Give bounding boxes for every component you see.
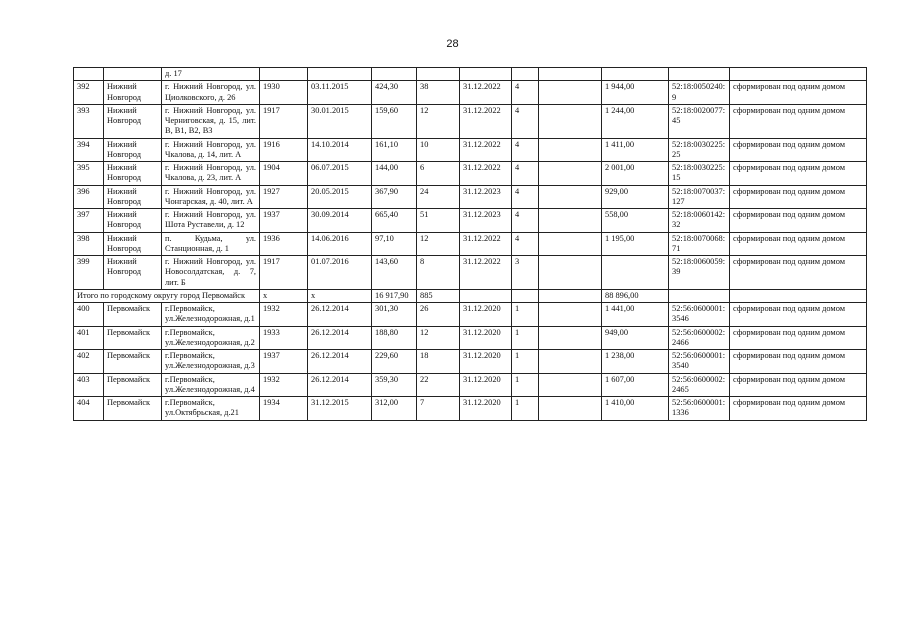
area-cell: 159,60 [372,104,417,138]
row-number: 397 [74,209,104,233]
recognition-date-cell: 26.12.2014 [308,350,372,374]
table-cell [539,68,602,81]
construction-year-cell: 1917 [260,256,308,290]
address-cell: г.Первомайск, ул.Железнодорожная, д.3 [162,350,260,374]
area-cell: 312,00 [372,397,417,421]
land-status-cell: сформирован под одним домом [730,373,867,397]
cadastral-number-cell: 52:56:0600001:1336 [669,397,730,421]
construction-year-cell: 1930 [260,81,308,105]
table-cell [74,68,104,81]
municipality-cell: Нижний Новгород [104,104,162,138]
table-row [74,397,867,421]
land-status-cell: сформирован под одним домом [730,81,867,105]
address-cell: г. Нижний Новгород, ул. Чкалова, д. 23, лит. А [162,162,260,186]
table-cell [104,68,162,81]
page-number: 28 [446,38,459,50]
resettlement-term-cell: 31.12.2022 [460,256,512,290]
row-number: 398 [74,232,104,256]
subtotal-residents: 885 [417,289,460,302]
cadastral-number-cell: 52:18:0050240:9 [669,81,730,105]
construction-year-cell: 1917 [260,104,308,138]
cadastral-number-cell: 52:18:0030225:25 [669,138,730,162]
construction-year-cell: 1934 [260,397,308,421]
empty-cell [539,138,602,162]
municipality-cell: Нижний Новгород [104,232,162,256]
recognition-date-cell: 26.12.2014 [308,326,372,350]
residents-cell: 24 [417,185,460,209]
recognition-date-cell: 20.05.2015 [308,185,372,209]
recognition-date-cell: 30.09.2014 [308,209,372,233]
subtotal-year: х [260,289,308,302]
resettlement-term-cell: 31.12.2023 [460,209,512,233]
stage-cell: 4 [512,81,539,105]
area-cell: 144,00 [372,162,417,186]
land-status-cell: сформирован под одним домом [730,256,867,290]
municipality-cell: Нижний Новгород [104,138,162,162]
municipality-cell: Нижний Новгород [104,209,162,233]
residents-cell: 18 [417,350,460,374]
cadastral-number-cell: 52:18:0070037:127 [669,185,730,209]
cost-cell: 949,00 [602,326,669,350]
recognition-date-cell: 14.06.2016 [308,232,372,256]
address-cell: г.Первомайск, ул.Октябрьская, д.21 [162,397,260,421]
resettlement-term-cell: 31.12.2020 [460,326,512,350]
table-cell [417,68,460,81]
table-cell [260,68,308,81]
land-status-cell: сформирован под одним домом [730,162,867,186]
area-cell: 424,30 [372,81,417,105]
table-cell [730,68,867,81]
residents-cell: 22 [417,373,460,397]
resettlement-term-cell: 31.12.2022 [460,138,512,162]
address-cell: г. Нижний Новгород, ул. Шота Руставели, д. 12 [162,209,260,233]
stage-cell: 4 [512,232,539,256]
resettlement-term-cell: 31.12.2022 [460,162,512,186]
cadastral-number-cell: 52:18:0070068:71 [669,232,730,256]
resettlement-term-cell: 31.12.2020 [460,397,512,421]
municipality-cell: Нижний Новгород [104,256,162,290]
empty-cell [539,289,602,302]
stage-cell: 1 [512,326,539,350]
table-row [74,185,867,209]
area-cell: 143,60 [372,256,417,290]
residents-cell: 10 [417,138,460,162]
cadastral-number-cell: 52:18:0060142:32 [669,209,730,233]
stage-cell: 4 [512,138,539,162]
stage-cell: 3 [512,256,539,290]
table-row [74,373,867,397]
construction-year-cell: 1932 [260,373,308,397]
cost-cell: 2 001,00 [602,162,669,186]
cadastral-number-cell: 52:56:0600002:2465 [669,373,730,397]
row-number: 401 [74,326,104,350]
municipality-cell: Нижний Новгород [104,81,162,105]
cost-cell: 1 244,00 [602,104,669,138]
stage-cell: 4 [512,162,539,186]
table-row [74,68,867,81]
municipality-cell: Нижний Новгород [104,162,162,186]
municipality-cell: Первомайск [104,303,162,327]
table-row [74,209,867,233]
empty-cell [539,232,602,256]
table-cell [669,68,730,81]
address-cell: п. Кудьма, ул. Станционная, д. 1 [162,232,260,256]
address-cell: г. Нижний Новгород, ул. Чкалова, д. 14, лит. А [162,138,260,162]
resettlement-term-cell: 31.12.2022 [460,81,512,105]
residents-cell: 12 [417,232,460,256]
recognition-date-cell: 03.11.2015 [308,81,372,105]
area-cell: 188,80 [372,326,417,350]
municipality-cell: Первомайск [104,350,162,374]
cost-cell: 1 410,00 [602,397,669,421]
land-status-cell: сформирован под одним домом [730,232,867,256]
recognition-date-cell: 30.01.2015 [308,104,372,138]
subtotal-cost: 88 896,00 [602,289,669,302]
stage-cell: 1 [512,397,539,421]
resettlement-term-cell: 31.12.2020 [460,303,512,327]
table-row [74,256,867,290]
recognition-date-cell: 26.12.2014 [308,303,372,327]
table-row [74,232,867,256]
cost-cell [602,256,669,290]
address-cell: г.Первомайск, ул.Железнодорожная, д.1 [162,303,260,327]
stage-cell: 4 [512,185,539,209]
area-cell: 359,30 [372,373,417,397]
resettlement-term-cell: 31.12.2023 [460,185,512,209]
stage-cell: 4 [512,104,539,138]
cost-cell: 1 195,00 [602,232,669,256]
stage-cell: 1 [512,303,539,327]
cadastral-number-cell: 52:18:0030225:15 [669,162,730,186]
empty-cell [512,289,539,302]
cost-cell: 1 944,00 [602,81,669,105]
address-cell: г. Нижний Новгород, ул. Новосолдатская, д. 7, лит. Б [162,256,260,290]
address-cell: г.Первомайск, ул.Железнодорожная, д.2 [162,326,260,350]
table-row [74,104,867,138]
area-cell: 97,10 [372,232,417,256]
residents-cell: 6 [417,162,460,186]
table-row [74,350,867,374]
empty-cell [539,162,602,186]
area-cell: 161,10 [372,138,417,162]
subtotal-label: Итого по городскому округу город Первомайск [74,289,260,302]
resettlement-term-cell: 31.12.2020 [460,373,512,397]
land-status-cell: сформирован под одним домом [730,104,867,138]
empty-cell [539,185,602,209]
empty-cell [460,289,512,302]
land-status-cell: сформирован под одним домом [730,326,867,350]
area-cell: 367,90 [372,185,417,209]
row-number: 393 [74,104,104,138]
municipality-cell: Первомайск [104,326,162,350]
table-row [74,162,867,186]
address-cell: г. Нижний Новгород, ул. Черниговская, д. 15, лит. В, В1, В2, В3 [162,104,260,138]
empty-cell [539,209,602,233]
cost-cell: 929,00 [602,185,669,209]
construction-year-cell: 1916 [260,138,308,162]
resettlement-term-cell: 31.12.2020 [460,350,512,374]
recognition-date-cell: 14.10.2014 [308,138,372,162]
resettlement-term-cell: 31.12.2022 [460,104,512,138]
subtotal-row [74,289,867,302]
construction-year-cell: 1933 [260,326,308,350]
row-number: 392 [74,81,104,105]
recognition-date-cell: 01.07.2016 [308,256,372,290]
address-cell: г. Нижний Новгород, ул. Циолковского, д. 26 [162,81,260,105]
row-number: 396 [74,185,104,209]
construction-year-cell: 1932 [260,303,308,327]
table-cell [512,68,539,81]
empty-cell [539,256,602,290]
housing-registry-table [73,67,867,421]
land-status-cell: сформирован под одним домом [730,185,867,209]
empty-cell [539,104,602,138]
subtotal-area: 16 917,90 [372,289,417,302]
table-row [74,326,867,350]
table-row [74,138,867,162]
construction-year-cell: 1904 [260,162,308,186]
recognition-date-cell: 06.07.2015 [308,162,372,186]
construction-year-cell: 1936 [260,232,308,256]
stage-cell: 1 [512,373,539,397]
empty-cell [539,350,602,374]
land-status-cell: сформирован под одним домом [730,303,867,327]
subtotal-date: х [308,289,372,302]
cadastral-number-cell: 52:56:0600001:3546 [669,303,730,327]
row-number: 395 [74,162,104,186]
residents-cell: 12 [417,326,460,350]
address-cell: г. Нижний Новгород, ул. Чонгарская, д. 40, лит. А [162,185,260,209]
empty-cell [730,289,867,302]
residents-cell: 51 [417,209,460,233]
row-number: 394 [74,138,104,162]
table-cell [372,68,417,81]
construction-year-cell: 1927 [260,185,308,209]
row-number: 402 [74,350,104,374]
land-status-cell: сформирован под одним домом [730,138,867,162]
residents-cell: 38 [417,81,460,105]
cadastral-number-cell: 52:56:0600001:3540 [669,350,730,374]
address-cell: г.Первомайск, ул.Железнодорожная, д.4 [162,373,260,397]
recognition-date-cell: 31.12.2015 [308,397,372,421]
empty-cell [669,289,730,302]
construction-year-cell: 1937 [260,350,308,374]
municipality-cell: Первомайск [104,397,162,421]
cost-cell: 1 238,00 [602,350,669,374]
empty-cell [539,81,602,105]
residents-cell: 26 [417,303,460,327]
table-row [74,303,867,327]
municipality-cell: Первомайск [104,373,162,397]
stage-cell: 4 [512,209,539,233]
table-cell [460,68,512,81]
cost-cell: 558,00 [602,209,669,233]
construction-year-cell: 1937 [260,209,308,233]
land-status-cell: сформирован под одним домом [730,350,867,374]
resettlement-term-cell: 31.12.2022 [460,232,512,256]
stage-cell: 1 [512,350,539,374]
cadastral-number-cell: 52:18:0060059:39 [669,256,730,290]
municipality-cell: Нижний Новгород [104,185,162,209]
area-cell: 301,30 [372,303,417,327]
table-row [74,81,867,105]
residents-cell: 7 [417,397,460,421]
cadastral-number-cell: 52:56:0600002:2466 [669,326,730,350]
empty-cell [539,397,602,421]
empty-cell [539,326,602,350]
empty-cell [539,303,602,327]
row-number: 403 [74,373,104,397]
row-number: 400 [74,303,104,327]
table-cell [308,68,372,81]
residents-cell: 12 [417,104,460,138]
area-cell: 229,60 [372,350,417,374]
recognition-date-cell: 26.12.2014 [308,373,372,397]
table-cell: д. 17 [162,68,260,81]
table-cell [602,68,669,81]
row-number: 399 [74,256,104,290]
cost-cell: 1 607,00 [602,373,669,397]
land-status-cell: сформирован под одним домом [730,397,867,421]
cadastral-number-cell: 52:18:0020077:45 [669,104,730,138]
row-number: 404 [74,397,104,421]
land-status-cell: сформирован под одним домом [730,209,867,233]
cost-cell: 1 441,00 [602,303,669,327]
area-cell: 665,40 [372,209,417,233]
empty-cell [539,373,602,397]
residents-cell: 8 [417,256,460,290]
cost-cell: 1 411,00 [602,138,669,162]
